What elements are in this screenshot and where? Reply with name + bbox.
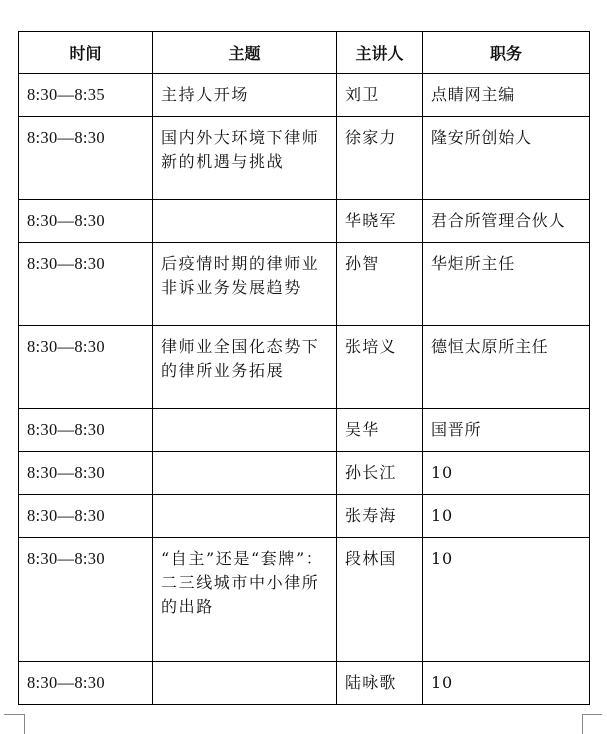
cell-topic: 律师业全国化态势下的律所业务拓展 bbox=[153, 326, 337, 409]
cell-time: 8:30—8:30 bbox=[19, 495, 153, 538]
table-row bbox=[19, 243, 590, 326]
table-row bbox=[19, 409, 590, 452]
table-row bbox=[19, 74, 590, 117]
header-speaker: 主讲人 bbox=[337, 32, 423, 74]
cell-time: 8:30—8:30 bbox=[19, 326, 153, 409]
page-corner-line-right bbox=[582, 714, 602, 715]
cell-role: 10 bbox=[423, 538, 590, 662]
table-row bbox=[19, 326, 590, 409]
cell-topic bbox=[153, 452, 337, 495]
cell-topic: 国内外大环境下律师新的机遇与挑战 bbox=[153, 117, 337, 200]
cell-role: 10 bbox=[423, 662, 590, 705]
header-role: 职务 bbox=[423, 32, 590, 74]
table-row bbox=[19, 662, 590, 705]
cell-topic bbox=[153, 200, 337, 243]
cell-role: 德恒太原所主任 bbox=[423, 326, 590, 409]
page-corner-mark-right bbox=[582, 714, 593, 734]
cell-time: 8:30—8:30 bbox=[19, 662, 153, 705]
table-row bbox=[19, 452, 590, 495]
table-row bbox=[19, 495, 590, 538]
cell-topic bbox=[153, 495, 337, 538]
cell-time: 8:30—8:30 bbox=[19, 538, 153, 662]
table-row bbox=[19, 117, 590, 200]
header-topic: 主题 bbox=[153, 32, 337, 74]
cell-topic bbox=[153, 409, 337, 452]
cell-time: 8:30—8:30 bbox=[19, 117, 153, 200]
cell-speaker: 段林国 bbox=[337, 538, 423, 662]
cell-speaker: 张寿海 bbox=[337, 495, 423, 538]
cell-speaker: 徐家力 bbox=[337, 117, 423, 200]
cell-time: 8:30—8:30 bbox=[19, 452, 153, 495]
cell-time: 8:30—8:30 bbox=[19, 409, 153, 452]
cell-speaker: 孙长江 bbox=[337, 452, 423, 495]
cell-role: 国晋所 bbox=[423, 409, 590, 452]
cell-topic: “自主”还是“套牌”：二三线城市中小律所的出路 bbox=[153, 538, 337, 662]
header-row bbox=[19, 32, 590, 74]
cell-speaker: 陆咏歌 bbox=[337, 662, 423, 705]
cell-topic: 主持人开场 bbox=[153, 74, 337, 117]
cell-time: 8:30—8:30 bbox=[19, 243, 153, 326]
cell-topic: 后疫情时期的律师业非诉业务发展趋势 bbox=[153, 243, 337, 326]
cell-speaker: 吴华 bbox=[337, 409, 423, 452]
cell-time: 8:30—8:30 bbox=[19, 200, 153, 243]
cell-role: 10 bbox=[423, 495, 590, 538]
page-corner-line-left bbox=[4, 714, 24, 715]
cell-role: 点睛网主编 bbox=[423, 74, 590, 117]
page-corner-mark-left bbox=[14, 714, 25, 734]
cell-role: 10 bbox=[423, 452, 590, 495]
cell-role: 君合所管理合伙人 bbox=[423, 200, 590, 243]
cell-topic bbox=[153, 662, 337, 705]
cell-speaker: 刘卫 bbox=[337, 74, 423, 117]
table-row bbox=[19, 200, 590, 243]
cell-speaker: 华晓军 bbox=[337, 200, 423, 243]
cell-role: 华炬所主任 bbox=[423, 243, 590, 326]
cell-speaker: 张培义 bbox=[337, 326, 423, 409]
cell-speaker: 孙智 bbox=[337, 243, 423, 326]
schedule-table bbox=[18, 31, 590, 705]
table-row bbox=[19, 538, 590, 662]
cell-role: 隆安所创始人 bbox=[423, 117, 590, 200]
cell-time: 8:30—8:35 bbox=[19, 74, 153, 117]
header-time: 时间 bbox=[19, 32, 153, 74]
